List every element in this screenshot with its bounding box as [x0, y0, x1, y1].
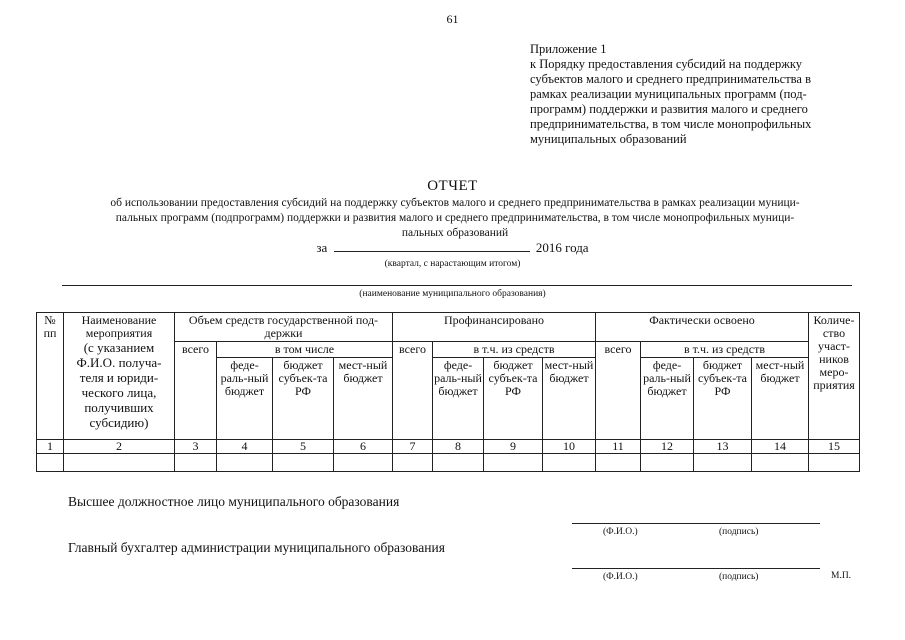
table-cell[interactable]: [433, 454, 484, 472]
column-number: 11: [596, 440, 641, 454]
period-blank-field[interactable]: [334, 240, 530, 252]
column-number: 8: [433, 440, 484, 454]
table-cell[interactable]: [596, 454, 641, 472]
header-total: всего: [596, 342, 641, 440]
table-cell[interactable]: [484, 454, 543, 472]
header-total: всего: [175, 342, 217, 440]
column-number-row: [37, 440, 860, 454]
table-cell[interactable]: [809, 454, 860, 472]
table-cell[interactable]: [64, 454, 175, 472]
accountant-signature-hint: (подпись): [719, 572, 759, 582]
official-signature-hint: (подпись): [719, 527, 759, 537]
header-col-name-title: Наименование мероприятия: [81, 313, 157, 340]
table-cell[interactable]: [37, 454, 64, 472]
table-row: [37, 454, 860, 472]
period-hint: (квартал, с нарастающим итогом): [384, 259, 521, 269]
appendix-line: рамках реализации муниципальных программ (под-: [530, 87, 807, 101]
header-regional: бюджет субъек-та РФ: [694, 358, 752, 440]
appendix-line: муниципальных образований: [530, 132, 687, 146]
report-subtitle: [40, 196, 870, 241]
column-number: 2: [64, 440, 175, 454]
municipality-blank-field[interactable]: [62, 285, 852, 286]
header-including: в том числе: [217, 342, 393, 358]
appendix-line: программ) поддержки и развития малого и среднего: [530, 102, 808, 116]
header-regional: бюджет субъек-та РФ: [273, 358, 334, 440]
appendix-note: [530, 42, 890, 147]
table-cell[interactable]: [273, 454, 334, 472]
header-group-volume: Объем средств государственной под-держки: [175, 313, 393, 342]
header-local: мест-ный бюджет: [334, 358, 393, 440]
page-number: 61: [446, 12, 459, 26]
official-fio-hint: (Ф.И.О.): [603, 527, 638, 537]
table-header-row: [37, 313, 860, 342]
header-local: мест-ный бюджет: [752, 358, 809, 440]
column-number: 1: [37, 440, 64, 454]
header-col-no: № пп: [37, 313, 64, 440]
column-number: 3: [175, 440, 217, 454]
column-number: 13: [694, 440, 752, 454]
column-number: 12: [641, 440, 694, 454]
report-subtitle-line: пальных образований: [401, 227, 509, 239]
table-cell[interactable]: [543, 454, 596, 472]
column-number: 4: [217, 440, 273, 454]
report-subtitle-line: пальных программ (подпрограмм) поддержки и развития малого и среднего предпринимательства, в том числе монопрофильных муници-: [115, 212, 795, 224]
report-title: ОТЧЕТ: [427, 178, 478, 194]
accountant-signature-line[interactable]: [572, 568, 820, 569]
municipality-hint: (наименование муниципального образования): [359, 289, 546, 299]
appendix-line: субъектов малого и среднего предпринимательства в: [530, 72, 811, 86]
appendix-line: к Порядку предоставления субсидий на поддержку: [530, 57, 803, 71]
header-federal: феде-раль-ный бюджет: [217, 358, 273, 440]
column-number: 14: [752, 440, 809, 454]
period-prefix: за: [316, 240, 328, 255]
table-cell[interactable]: [641, 454, 694, 472]
header-group-spent: Фактически освоено: [596, 313, 809, 342]
column-number: 10: [543, 440, 596, 454]
stamp-place: М.П.: [831, 571, 852, 581]
column-number: 5: [273, 440, 334, 454]
column-number: 6: [334, 440, 393, 454]
header-local: мест-ный бюджет: [543, 358, 596, 440]
header-regional: бюджет субъек-та РФ: [484, 358, 543, 440]
table-cell[interactable]: [217, 454, 273, 472]
header-col-participants: Количе-ство участ-ников меро-приятия: [809, 313, 860, 440]
header-including-sources: в т.ч. из средств: [641, 342, 809, 358]
header-col-name-note: (с указанием Ф.И.О. получа-теля и юриди-ческого лица, получивших субсидию): [76, 340, 162, 430]
table-cell[interactable]: [393, 454, 433, 472]
appendix-line: предпринимательства, в том числе монопрофильных: [530, 117, 812, 131]
accountant-fio-hint: (Ф.И.О.): [603, 572, 638, 582]
table-cell[interactable]: [334, 454, 393, 472]
table-cell[interactable]: [694, 454, 752, 472]
official-signature-label: Высшее должностное лицо муниципального образования: [68, 494, 400, 509]
header-col-name: [64, 313, 175, 440]
column-number: 9: [484, 440, 543, 454]
header-total: всего: [393, 342, 433, 440]
header-federal: феде-раль-ный бюджет: [433, 358, 484, 440]
period-suffix: 2016 года: [535, 240, 589, 255]
accountant-signature-label: Главный бухгалтер администрации муниципального образования: [68, 540, 445, 555]
appendix-line: Приложение 1: [530, 42, 607, 56]
table-cell[interactable]: [175, 454, 217, 472]
header-including-sources: в т.ч. из средств: [433, 342, 596, 358]
official-signature-line[interactable]: [572, 523, 820, 524]
header-federal: феде-раль-ный бюджет: [641, 358, 694, 440]
column-number: 7: [393, 440, 433, 454]
report-table: [36, 312, 860, 472]
table-cell[interactable]: [752, 454, 809, 472]
header-group-financed: Профинансировано: [393, 313, 596, 342]
period-line: [0, 240, 905, 256]
column-number: 15: [809, 440, 860, 454]
report-subtitle-line: об использовании предоставления субсидий на поддержку субъектов малого и среднего предпринимательства в рамках реализации муници-: [110, 197, 800, 209]
